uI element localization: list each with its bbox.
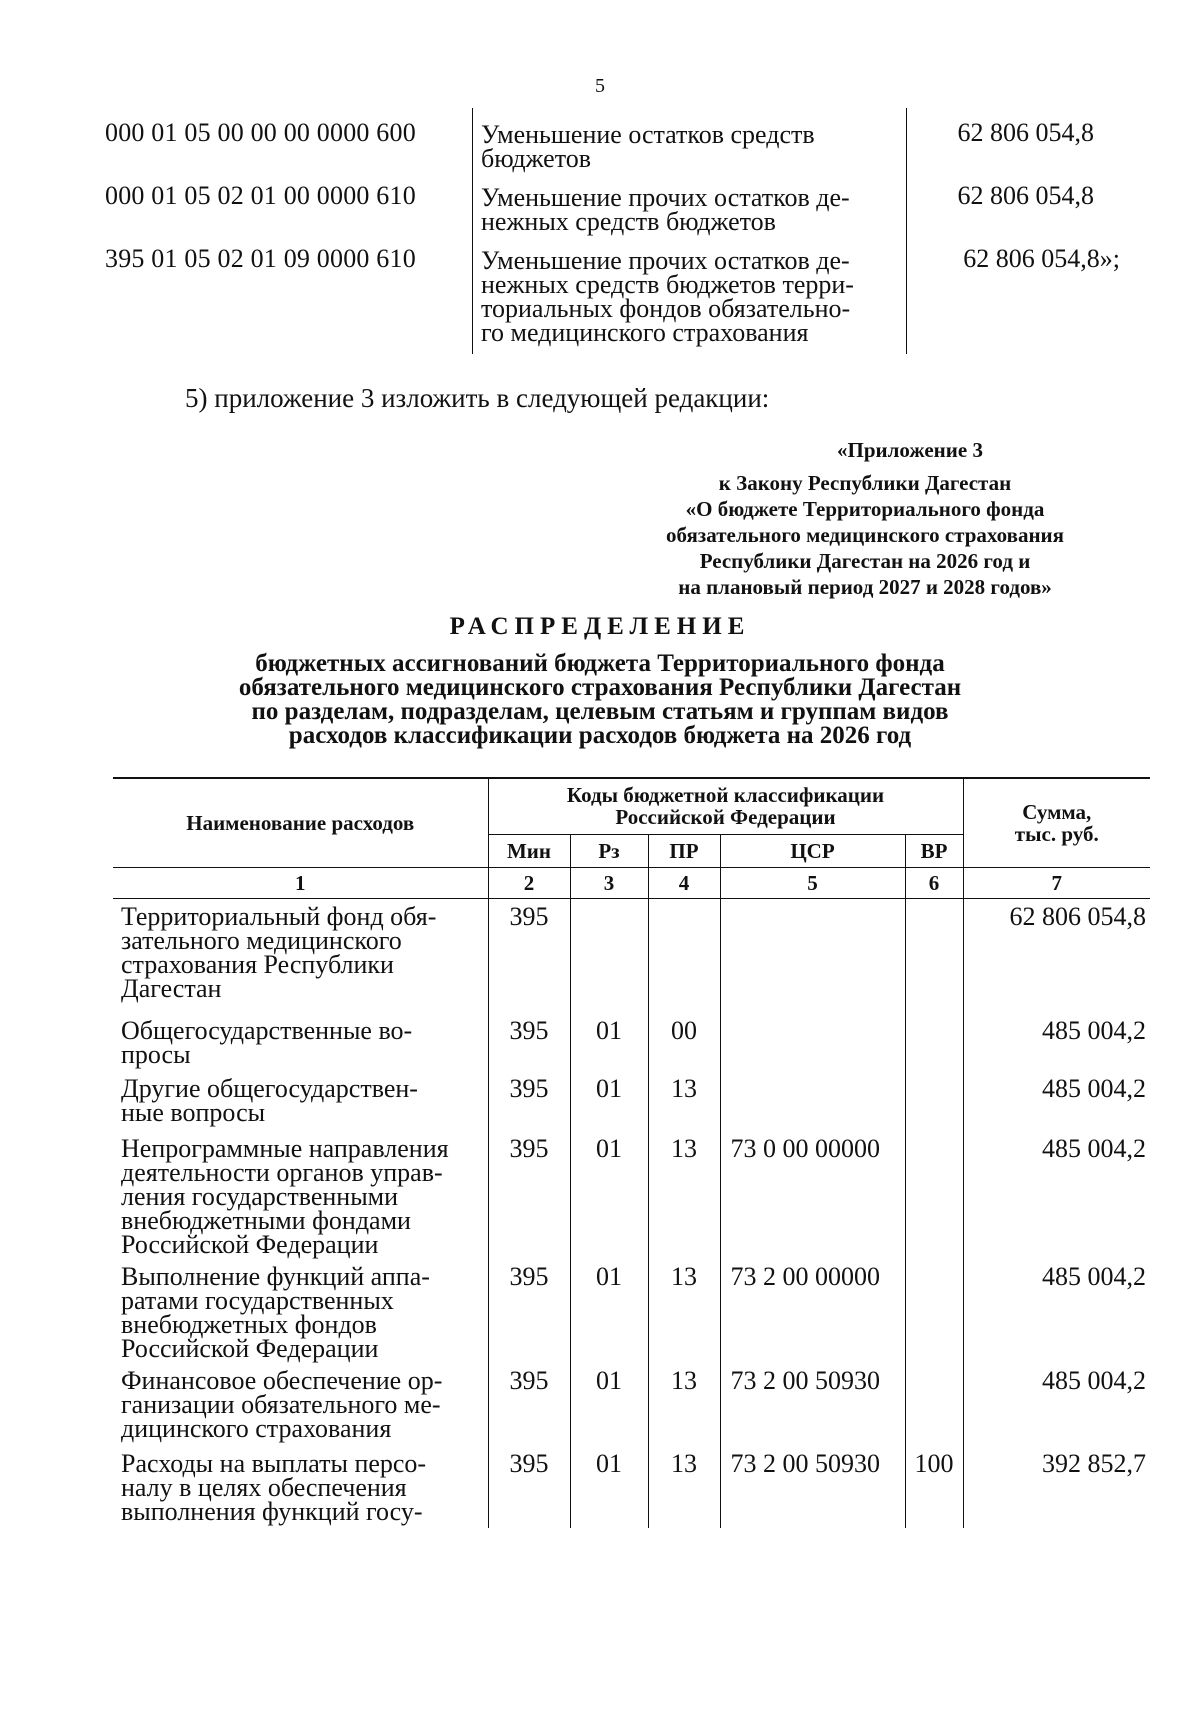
- document-subtitle: [0, 652, 1200, 748]
- expense-name-line: Расходы на выплаты персо-: [121, 1449, 427, 1478]
- code-min: 395: [488, 1071, 570, 1131]
- source-code: 395 01 05 02 01 09 0000 610: [105, 244, 416, 273]
- code-rz: 01: [570, 1131, 648, 1259]
- header-rz: Рз: [570, 834, 648, 867]
- table-row: [105, 234, 1120, 354]
- table-body: [113, 898, 1150, 1528]
- expense-name-line: ратами государственных: [121, 1286, 394, 1315]
- expense-name-line: страхования Республики: [121, 949, 394, 979]
- column-number: 6: [905, 867, 963, 898]
- expense-name: [113, 1446, 488, 1528]
- expense-name-line: просы: [121, 1040, 191, 1069]
- code-min: 395: [488, 1363, 570, 1446]
- header-sum-line: Сумма,: [1022, 799, 1092, 824]
- header-min: Мин: [488, 834, 570, 867]
- table-row: [105, 171, 1120, 234]
- code-pr: 00: [648, 1013, 720, 1071]
- expense-name-line: зательного медицинского: [121, 925, 402, 955]
- source-name: [473, 234, 907, 354]
- expense-name-line: Дагестан: [121, 973, 222, 1003]
- expense-name-line: деятельности органов управ-: [121, 1158, 443, 1187]
- expense-name-line: Другие общегосударствен-: [121, 1074, 418, 1103]
- source-amount: 62 806 054,8: [957, 181, 1094, 210]
- expense-name-line: дицинского страхования: [121, 1414, 392, 1443]
- subtitle-line: бюджетных ассигнований бюджета Территориального фонда: [255, 650, 945, 677]
- expense-name-line: Российской Федерации: [121, 1334, 379, 1363]
- code-vr: [905, 1131, 963, 1259]
- appendix-line: к Закону Республики Дагестан: [718, 471, 1012, 495]
- column-number: 1: [113, 867, 488, 898]
- header-sum-line: тыс. руб.: [1014, 821, 1099, 846]
- code-pr: 13: [648, 1131, 720, 1259]
- source-name-line: Уменьшение прочих остатков де-: [481, 246, 850, 275]
- code-csr: 73 2 00 50930: [720, 1446, 905, 1528]
- code-vr: [905, 898, 963, 1013]
- code-csr: 73 2 00 00000: [720, 1259, 905, 1363]
- expense-name: [113, 1013, 488, 1071]
- code-min: 395: [488, 898, 570, 1013]
- instruction-text: 5) приложение 3 изложить в следующей редакции:: [185, 383, 770, 413]
- amount: 485 004,2: [963, 1131, 1150, 1259]
- expense-name-line: ганизации обязательного ме-: [121, 1390, 441, 1419]
- amount: 485 004,2: [963, 1071, 1150, 1131]
- code-min: 395: [488, 1013, 570, 1071]
- code-min: 395: [488, 1131, 570, 1259]
- expenses-table: [113, 777, 1150, 1528]
- code-csr: 73 0 00 00000: [720, 1131, 905, 1259]
- source-name-line: нежных средств бюджетов: [481, 207, 776, 236]
- expense-name-line: Российской Федерации: [121, 1230, 379, 1259]
- expense-name-line: внебюджетными фондами: [121, 1206, 411, 1235]
- table-row: [105, 108, 1120, 171]
- code-rz: 01: [570, 1363, 648, 1446]
- page-number: 5: [595, 75, 605, 97]
- table-row: [113, 1131, 1150, 1259]
- code-vr: [905, 1259, 963, 1363]
- code-rz: 01: [570, 1259, 648, 1363]
- code-csr: [720, 1013, 905, 1071]
- appendix-title: «Приложение 3: [837, 438, 983, 462]
- appendix-header: [600, 437, 1130, 600]
- column-numbers-row: [113, 867, 1150, 898]
- code-rz: 01: [570, 1013, 648, 1071]
- code-pr: 13: [648, 1071, 720, 1131]
- subtitle-line: расходов классификации расходов бюджета на 2026 год: [288, 722, 912, 749]
- subtitle-line: обязательного медицинского страхования Республики Дагестан: [238, 674, 962, 701]
- amount: 62 806 054,8: [963, 898, 1150, 1013]
- column-number: 7: [963, 867, 1150, 898]
- header-codes-line: Российской Федерации: [615, 805, 836, 830]
- code-pr: [648, 898, 720, 1013]
- source-code: 000 01 05 00 00 00 0000 600: [105, 118, 416, 147]
- code-min: 395: [488, 1259, 570, 1363]
- expense-name: [113, 1259, 488, 1363]
- source-name-line: бюджетов: [481, 144, 592, 173]
- appendix-line: обязательного медицинского страхования: [665, 523, 1065, 547]
- source-amount: 62 806 054,8: [957, 118, 1094, 147]
- source-name-line: нежных средств бюджетов терри-: [481, 270, 854, 299]
- header-codes: [488, 778, 963, 834]
- column-number: 3: [570, 867, 648, 898]
- table-row: [113, 1363, 1150, 1446]
- document-title: РАСПРЕДЕЛЕНИЕ: [449, 613, 751, 640]
- source-name-line: го медицинского страхования: [481, 318, 809, 347]
- source-amount: 62 806 054,8»;: [963, 244, 1120, 273]
- source-name-line: Уменьшение остатков средств: [481, 120, 815, 149]
- appendix-line: на плановый период 2027 и 2028 годов»: [678, 575, 1052, 599]
- table-row: [113, 1071, 1150, 1131]
- expense-name: [113, 1131, 488, 1259]
- code-csr: [720, 898, 905, 1013]
- table-row: [113, 1013, 1150, 1071]
- amount: 485 004,2: [963, 1363, 1150, 1446]
- source-name: [473, 171, 907, 234]
- expense-name-line: внебюджетных фондов: [121, 1310, 377, 1339]
- code-pr: 13: [648, 1363, 720, 1446]
- header-pr: ПР: [648, 834, 720, 867]
- code-vr: [905, 1071, 963, 1131]
- subtitle-line: по разделам, подразделам, целевым статьям и группам видов: [251, 698, 949, 725]
- expense-name-line: Финансовое обеспечение ор-: [121, 1366, 443, 1395]
- code-pr: 13: [648, 1446, 720, 1528]
- expense-name-line: Выполнение функций аппа-: [121, 1262, 430, 1291]
- code-min: 395: [488, 1446, 570, 1528]
- table-row: [113, 1446, 1150, 1528]
- expense-name-line: Непрограммные направления: [121, 1134, 449, 1163]
- amount: 485 004,2: [963, 1259, 1150, 1363]
- code-csr: [720, 1071, 905, 1131]
- appendix-line: «О бюджете Территориального фонда: [685, 497, 1045, 521]
- expense-name-line: Территориальный фонд обя-: [121, 901, 437, 931]
- appendix-line: Республики Дагестан на 2026 год и: [699, 549, 1031, 573]
- expense-name-line: ные вопросы: [121, 1098, 266, 1127]
- amount: 485 004,2: [963, 1013, 1150, 1071]
- table-row: [113, 898, 1150, 1013]
- code-vr: 100: [905, 1446, 963, 1528]
- source-name-line: ториальных фондов обязательно-: [481, 294, 851, 323]
- column-number: 5: [720, 867, 905, 898]
- expense-name-line: налу в целях обеспечения: [121, 1473, 407, 1502]
- code-rz: 01: [570, 1446, 648, 1528]
- expense-name-line: ления государственными: [121, 1182, 399, 1211]
- code-csr: 73 2 00 50930: [720, 1363, 905, 1446]
- table-row: [113, 1259, 1150, 1363]
- header-name: Наименование расходов: [113, 778, 488, 867]
- expense-name-line: выполнения функций госу-: [121, 1497, 423, 1526]
- source-name-line: Уменьшение прочих остатков де-: [481, 183, 850, 212]
- code-rz: [570, 898, 648, 1013]
- expense-name-line: Общегосударственные во-: [121, 1016, 413, 1045]
- header-csr: ЦСР: [720, 834, 905, 867]
- amount: 392 852,7: [963, 1446, 1150, 1528]
- sources-table: [105, 108, 1120, 354]
- header-vr: ВР: [905, 834, 963, 867]
- source-name: [473, 108, 907, 171]
- table-header-row: [113, 778, 1150, 834]
- header-sum: [963, 778, 1150, 867]
- expense-name: [113, 1071, 488, 1131]
- column-number: 2: [488, 867, 570, 898]
- expense-name: [113, 1363, 488, 1446]
- column-number: 4: [648, 867, 720, 898]
- code-vr: [905, 1363, 963, 1446]
- code-pr: 13: [648, 1259, 720, 1363]
- code-vr: [905, 1013, 963, 1071]
- source-code: 000 01 05 02 01 00 0000 610: [105, 181, 416, 210]
- code-rz: 01: [570, 1071, 648, 1131]
- header-codes-line: Коды бюджетной классификации: [566, 783, 885, 808]
- expense-name: [113, 898, 488, 1013]
